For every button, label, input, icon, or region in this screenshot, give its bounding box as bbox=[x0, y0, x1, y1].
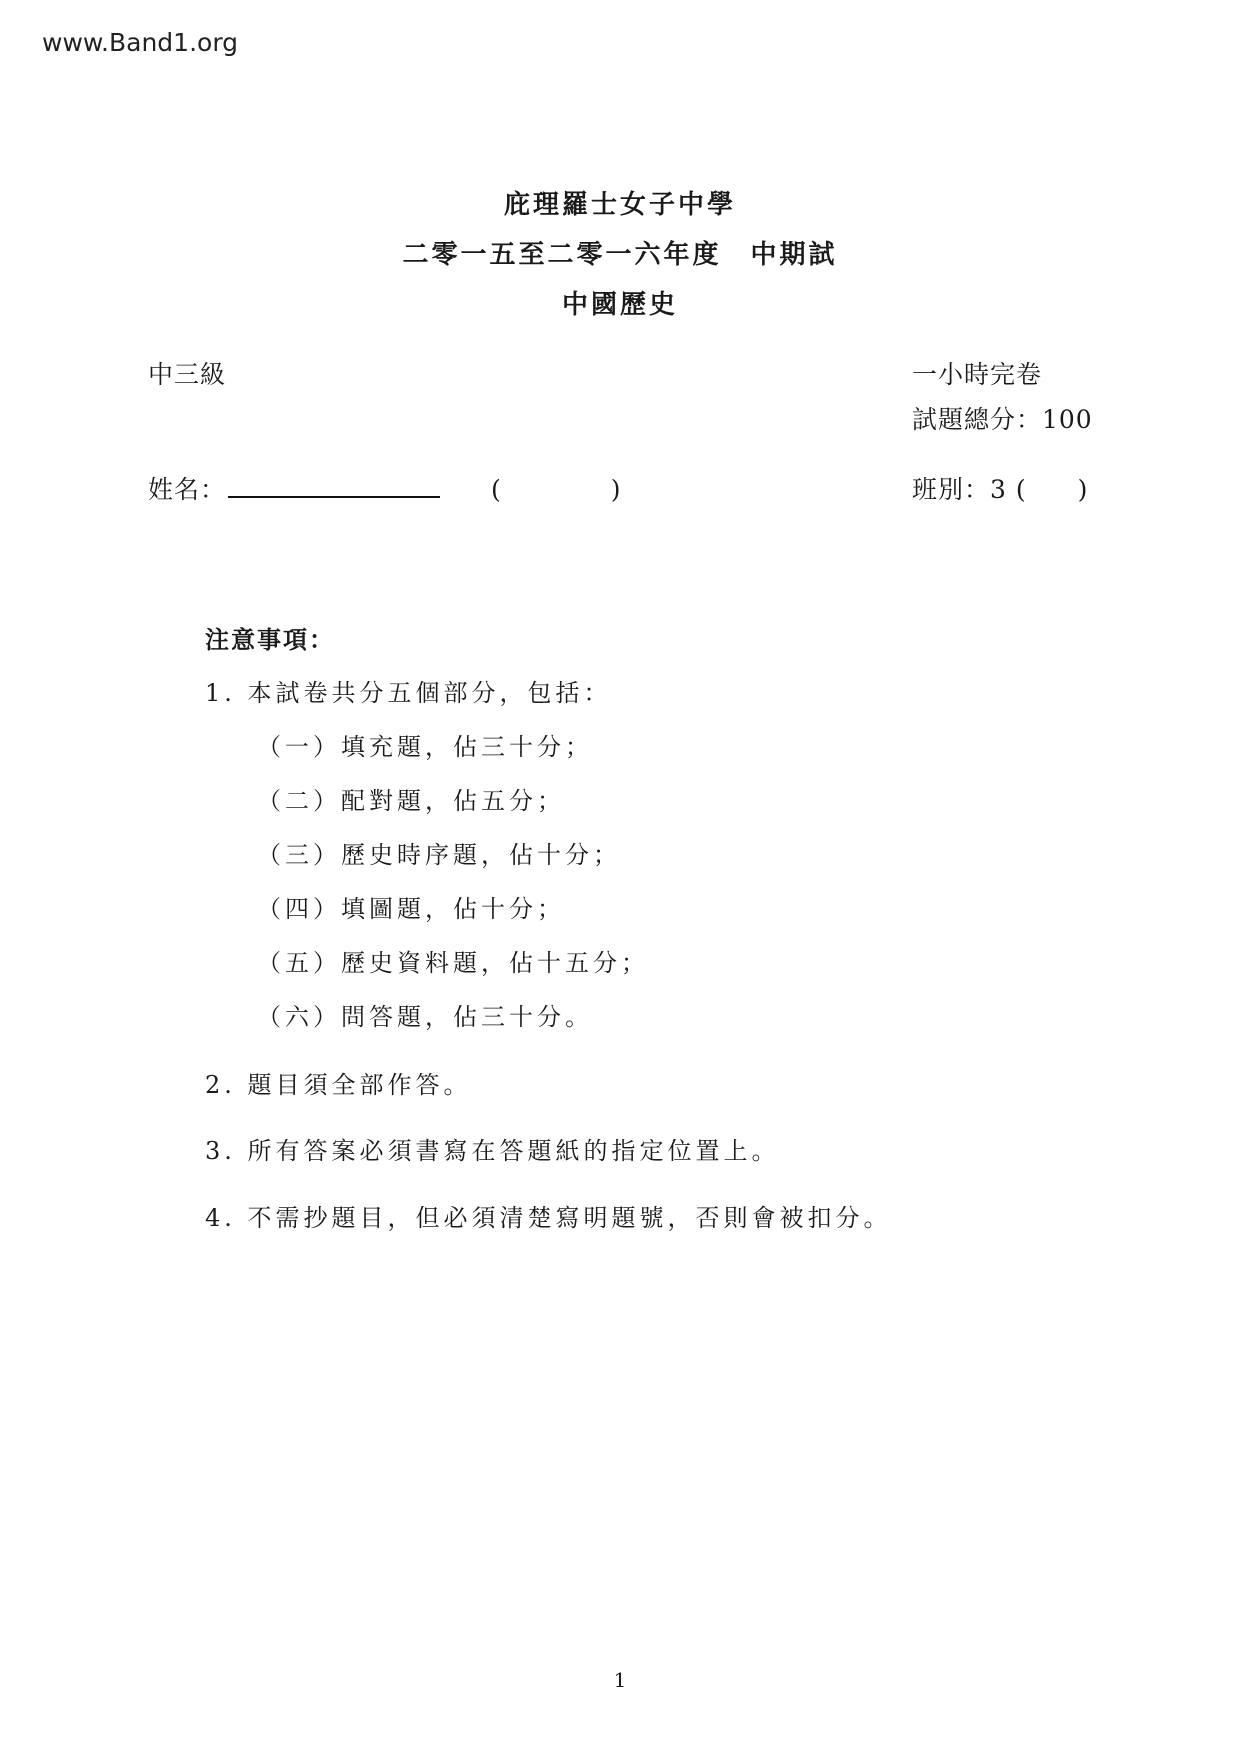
section-item: （六）問答題，佔三十分。 bbox=[257, 1003, 593, 1031]
notes-heading: 注意事項： bbox=[205, 626, 335, 654]
watermark: www.Band1.org bbox=[42, 28, 239, 57]
section-item: （三）歷史時序題，佔十分； bbox=[257, 841, 621, 869]
notes-item-3: 3. 所有答案必須書寫在答題紙的指定位置上。 bbox=[205, 1137, 780, 1165]
section-item: （一）填充題，佔三十分； bbox=[257, 733, 593, 761]
section-item: （二）配對題，佔五分； bbox=[257, 787, 565, 815]
class-number-paren-open: ( bbox=[490, 475, 502, 504]
notes-item-2: 2. 題目須全部作答。 bbox=[205, 1071, 472, 1099]
notes-item-1: 1. 本試卷共分五個部分，包括： bbox=[205, 679, 612, 707]
class-number-paren-close: ) bbox=[610, 475, 622, 504]
page-number: 1 bbox=[613, 1668, 627, 1692]
grade-label: 中三級 bbox=[148, 360, 227, 389]
duration-label: 一小時完卷 bbox=[912, 360, 1043, 389]
name-blank-line bbox=[228, 474, 440, 498]
section-item: （四）填圖題，佔十分； bbox=[257, 895, 565, 923]
name-row bbox=[148, 470, 621, 506]
class-label: 班別：3 ( bbox=[912, 475, 1027, 504]
notes-item-4: 4. 不需抄題目，但必須清楚寫明題號，否則會被扣分。 bbox=[205, 1204, 892, 1232]
name-label: 姓名： bbox=[148, 475, 227, 504]
subject-title: 中國歷史 bbox=[561, 290, 678, 320]
total-score-label: 試題總分：100 bbox=[912, 405, 1093, 434]
section-item: （五）歷史資料題，佔十五分； bbox=[257, 949, 649, 977]
exam-title: 二零一五至二零一六年度 中期試 bbox=[402, 240, 838, 270]
school-name: 庇理羅士女子中學 bbox=[503, 190, 736, 220]
class-row bbox=[912, 470, 1088, 506]
class-paren-close: ) bbox=[1077, 475, 1089, 504]
